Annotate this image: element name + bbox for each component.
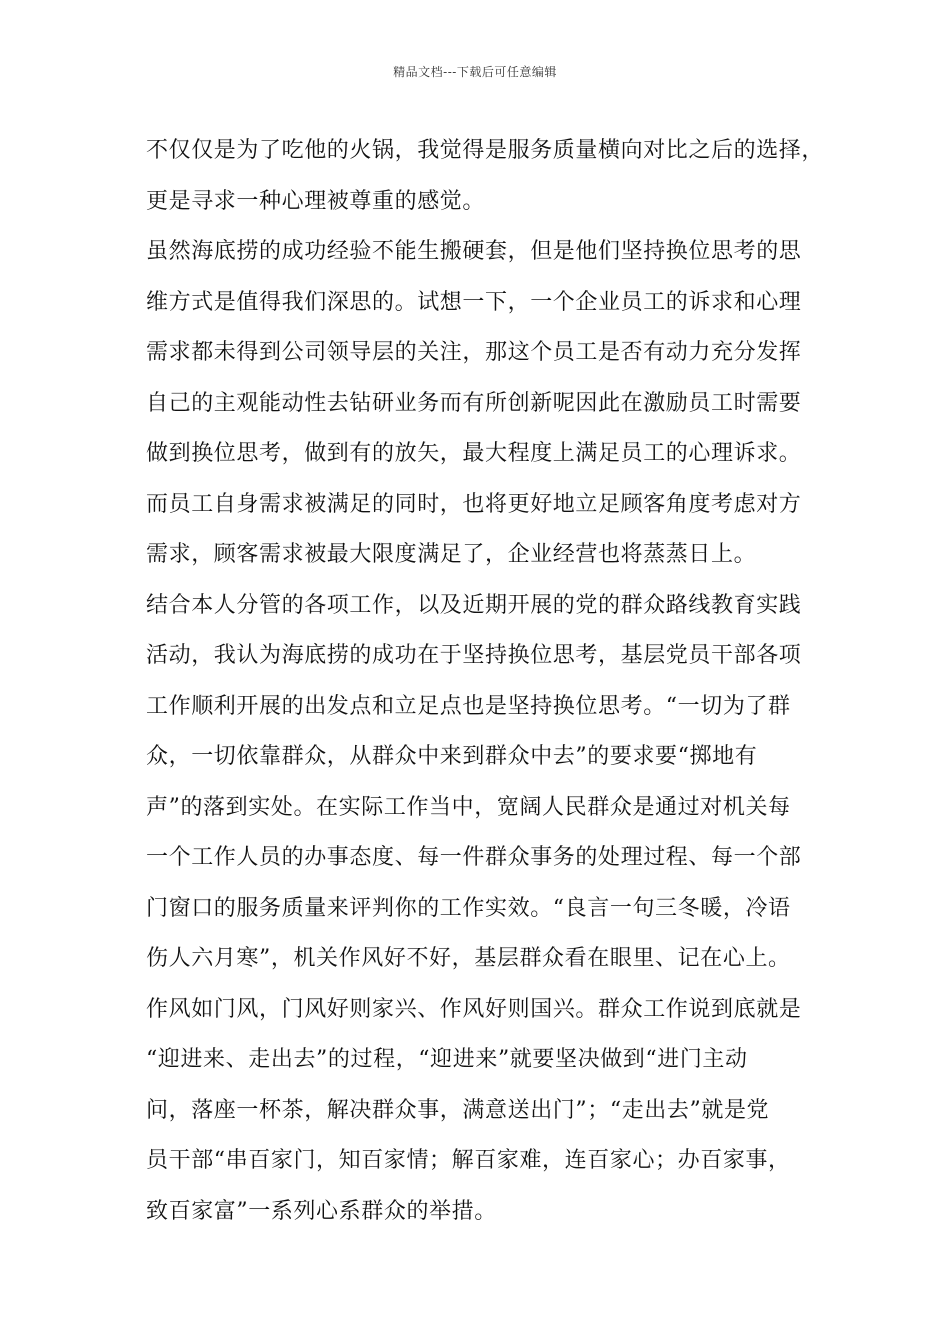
text-line: 工作顺利开展的出发点和立足点也是坚持换位思考。“一切为了群 — [146, 693, 791, 719]
text-line: 结合本人分管的各项工作，以及近期开展的党的群众路线教育实践 — [146, 592, 802, 618]
body-text — [146, 126, 825, 1237]
text-line: 众，一切依靠群众，从群众中来到群众中去”的要求要“掷地有 — [146, 744, 758, 769]
text-line: “迎进来、走出去”的过程，“迎进来”就要坚决做到“进门主动 — [146, 1047, 748, 1072]
text-line: 不仅仅是为了吃他的火锅，我觉得是服务质量横向对比之后的选择， — [146, 138, 825, 163]
text-line: 活动，我认为海底捞的成功在于坚持换位思考，基层党员干部各项 — [146, 643, 802, 668]
text-line: 问，落座一杯茶，解决群众事，满意送出门”；“走出去”就是党 — [146, 1097, 770, 1123]
text-line: 做到换位思考，做到有的放矢，最大程度上满足员工的心理诉求。 — [146, 441, 802, 466]
text-line: 维方式是值得我们深思的。试想一下，一个企业员工的诉求和心理 — [146, 289, 802, 315]
text-line: 声”的落到实处。在实际工作当中，宽阔人民群众是通过对机关每 — [146, 794, 791, 820]
text-line: 伤人六月寒”，机关作风好不好，基层群众看在眼里、记在心上。 — [146, 946, 791, 971]
text-line: 需求，顾客需求被最大限度满足了，企业经营也将蒸蒸日上。 — [146, 542, 757, 567]
text-line: 自己的主观能动性去钻研业务而有所创新呢因此在激励员工时需要 — [146, 390, 802, 416]
text-line: 更是寻求一种心理被尊重的感觉。 — [146, 188, 486, 214]
text-line: 需求都未得到公司领导层的关注，那这个员工是否有动力充分发挥 — [146, 340, 802, 365]
text-line: 作风如门风，门风好则家兴、作风好则国兴。群众工作说到底就是 — [146, 996, 802, 1022]
text-line: 致百家富”一系列心系群众的举措。 — [146, 1198, 497, 1224]
page-header: 精品文档---下载后可任意编辑 — [393, 65, 557, 79]
text-line: 员干部“串百家门，知百家情；解百家难，连百家心；办百家事， — [146, 1148, 791, 1173]
text-line: 虽然海底捞的成功经验不能生搬硬套，但是他们坚持换位思考的思 — [146, 239, 802, 264]
text-line: 而员工自身需求被满足的同时，也将更好地立足顾客角度考虑对方 — [146, 491, 802, 517]
text-line: 门窗口的服务质量来评判你的工作实效。“良言一句三冬暖，冷语 — [146, 895, 791, 921]
text-line: 一个工作人员的办事态度、每一件群众事务的处理过程、每一个部 — [146, 845, 802, 870]
